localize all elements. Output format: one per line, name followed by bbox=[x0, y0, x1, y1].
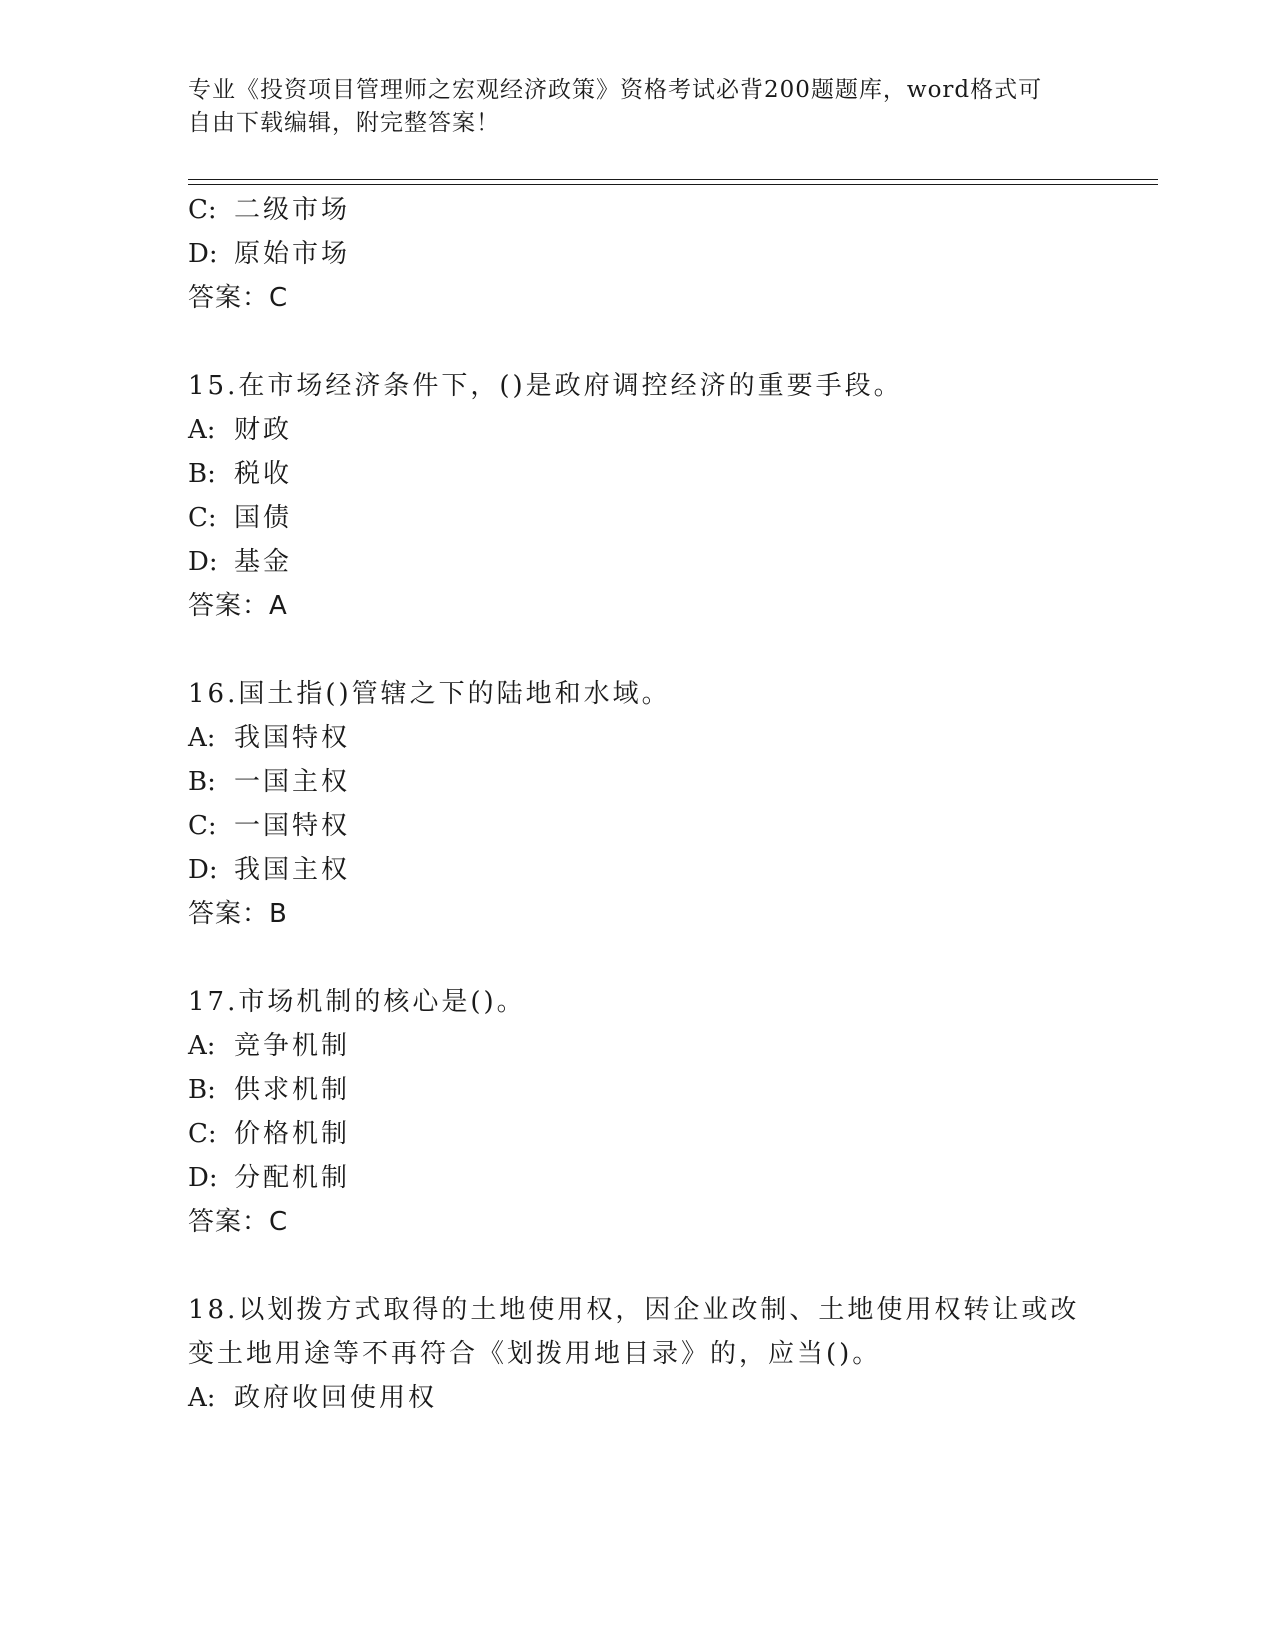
q15-option-c: C: 国债 bbox=[188, 503, 293, 533]
q17-option-c: C: 价格机制 bbox=[188, 1119, 351, 1149]
header-line-2: 自由下载编辑，附完整答案！ bbox=[188, 110, 500, 136]
q16-option-b: B: 一国主权 bbox=[188, 767, 351, 797]
q15-option-a: A: 财政 bbox=[188, 415, 293, 445]
q17-answer: 答案：C bbox=[188, 1207, 289, 1237]
question-18-stem-line-2: 变土地用途等不再符合《划拨用地目录》的，应当()。 bbox=[188, 1339, 882, 1369]
header-divider-top bbox=[188, 179, 1158, 180]
question-18-stem-line-1: 18.以划拨方式取得的土地使用权，因企业改制、土地使用权转让或改 bbox=[188, 1295, 1080, 1325]
q16-option-a: A: 我国特权 bbox=[188, 723, 351, 753]
q16-answer: 答案：B bbox=[188, 899, 288, 929]
q17-option-d: D: 分配机制 bbox=[188, 1163, 351, 1193]
document-header bbox=[188, 74, 1088, 140]
q17-option-b: B: 供求机制 bbox=[188, 1075, 351, 1105]
answer-line: 答案：C bbox=[188, 283, 289, 313]
q15-option-b: B: 税收 bbox=[188, 459, 293, 489]
question-16-stem: 16.国土指()管辖之下的陆地和水域。 bbox=[188, 679, 671, 709]
header-line-1: 专业《投资项目管理师之宏观经济政策》资格考试必背200题题库，word格式可 bbox=[188, 77, 1043, 103]
q16-option-d: D: 我国主权 bbox=[188, 855, 351, 885]
q18-option-a: A: 政府收回使用权 bbox=[188, 1383, 438, 1413]
q16-option-c: C: 一国特权 bbox=[188, 811, 351, 841]
q15-answer: 答案：A bbox=[188, 591, 288, 621]
option-d: D: 原始市场 bbox=[188, 239, 351, 269]
question-15-stem: 15.在市场经济条件下，()是政府调控经济的重要手段。 bbox=[188, 371, 903, 401]
q15-option-d: D: 基金 bbox=[188, 547, 293, 577]
q17-option-a: A: 竞争机制 bbox=[188, 1031, 351, 1061]
option-c: C: 二级市场 bbox=[188, 195, 351, 225]
question-17-stem: 17.市场机制的核心是()。 bbox=[188, 987, 526, 1017]
header-divider-bottom bbox=[188, 184, 1158, 185]
